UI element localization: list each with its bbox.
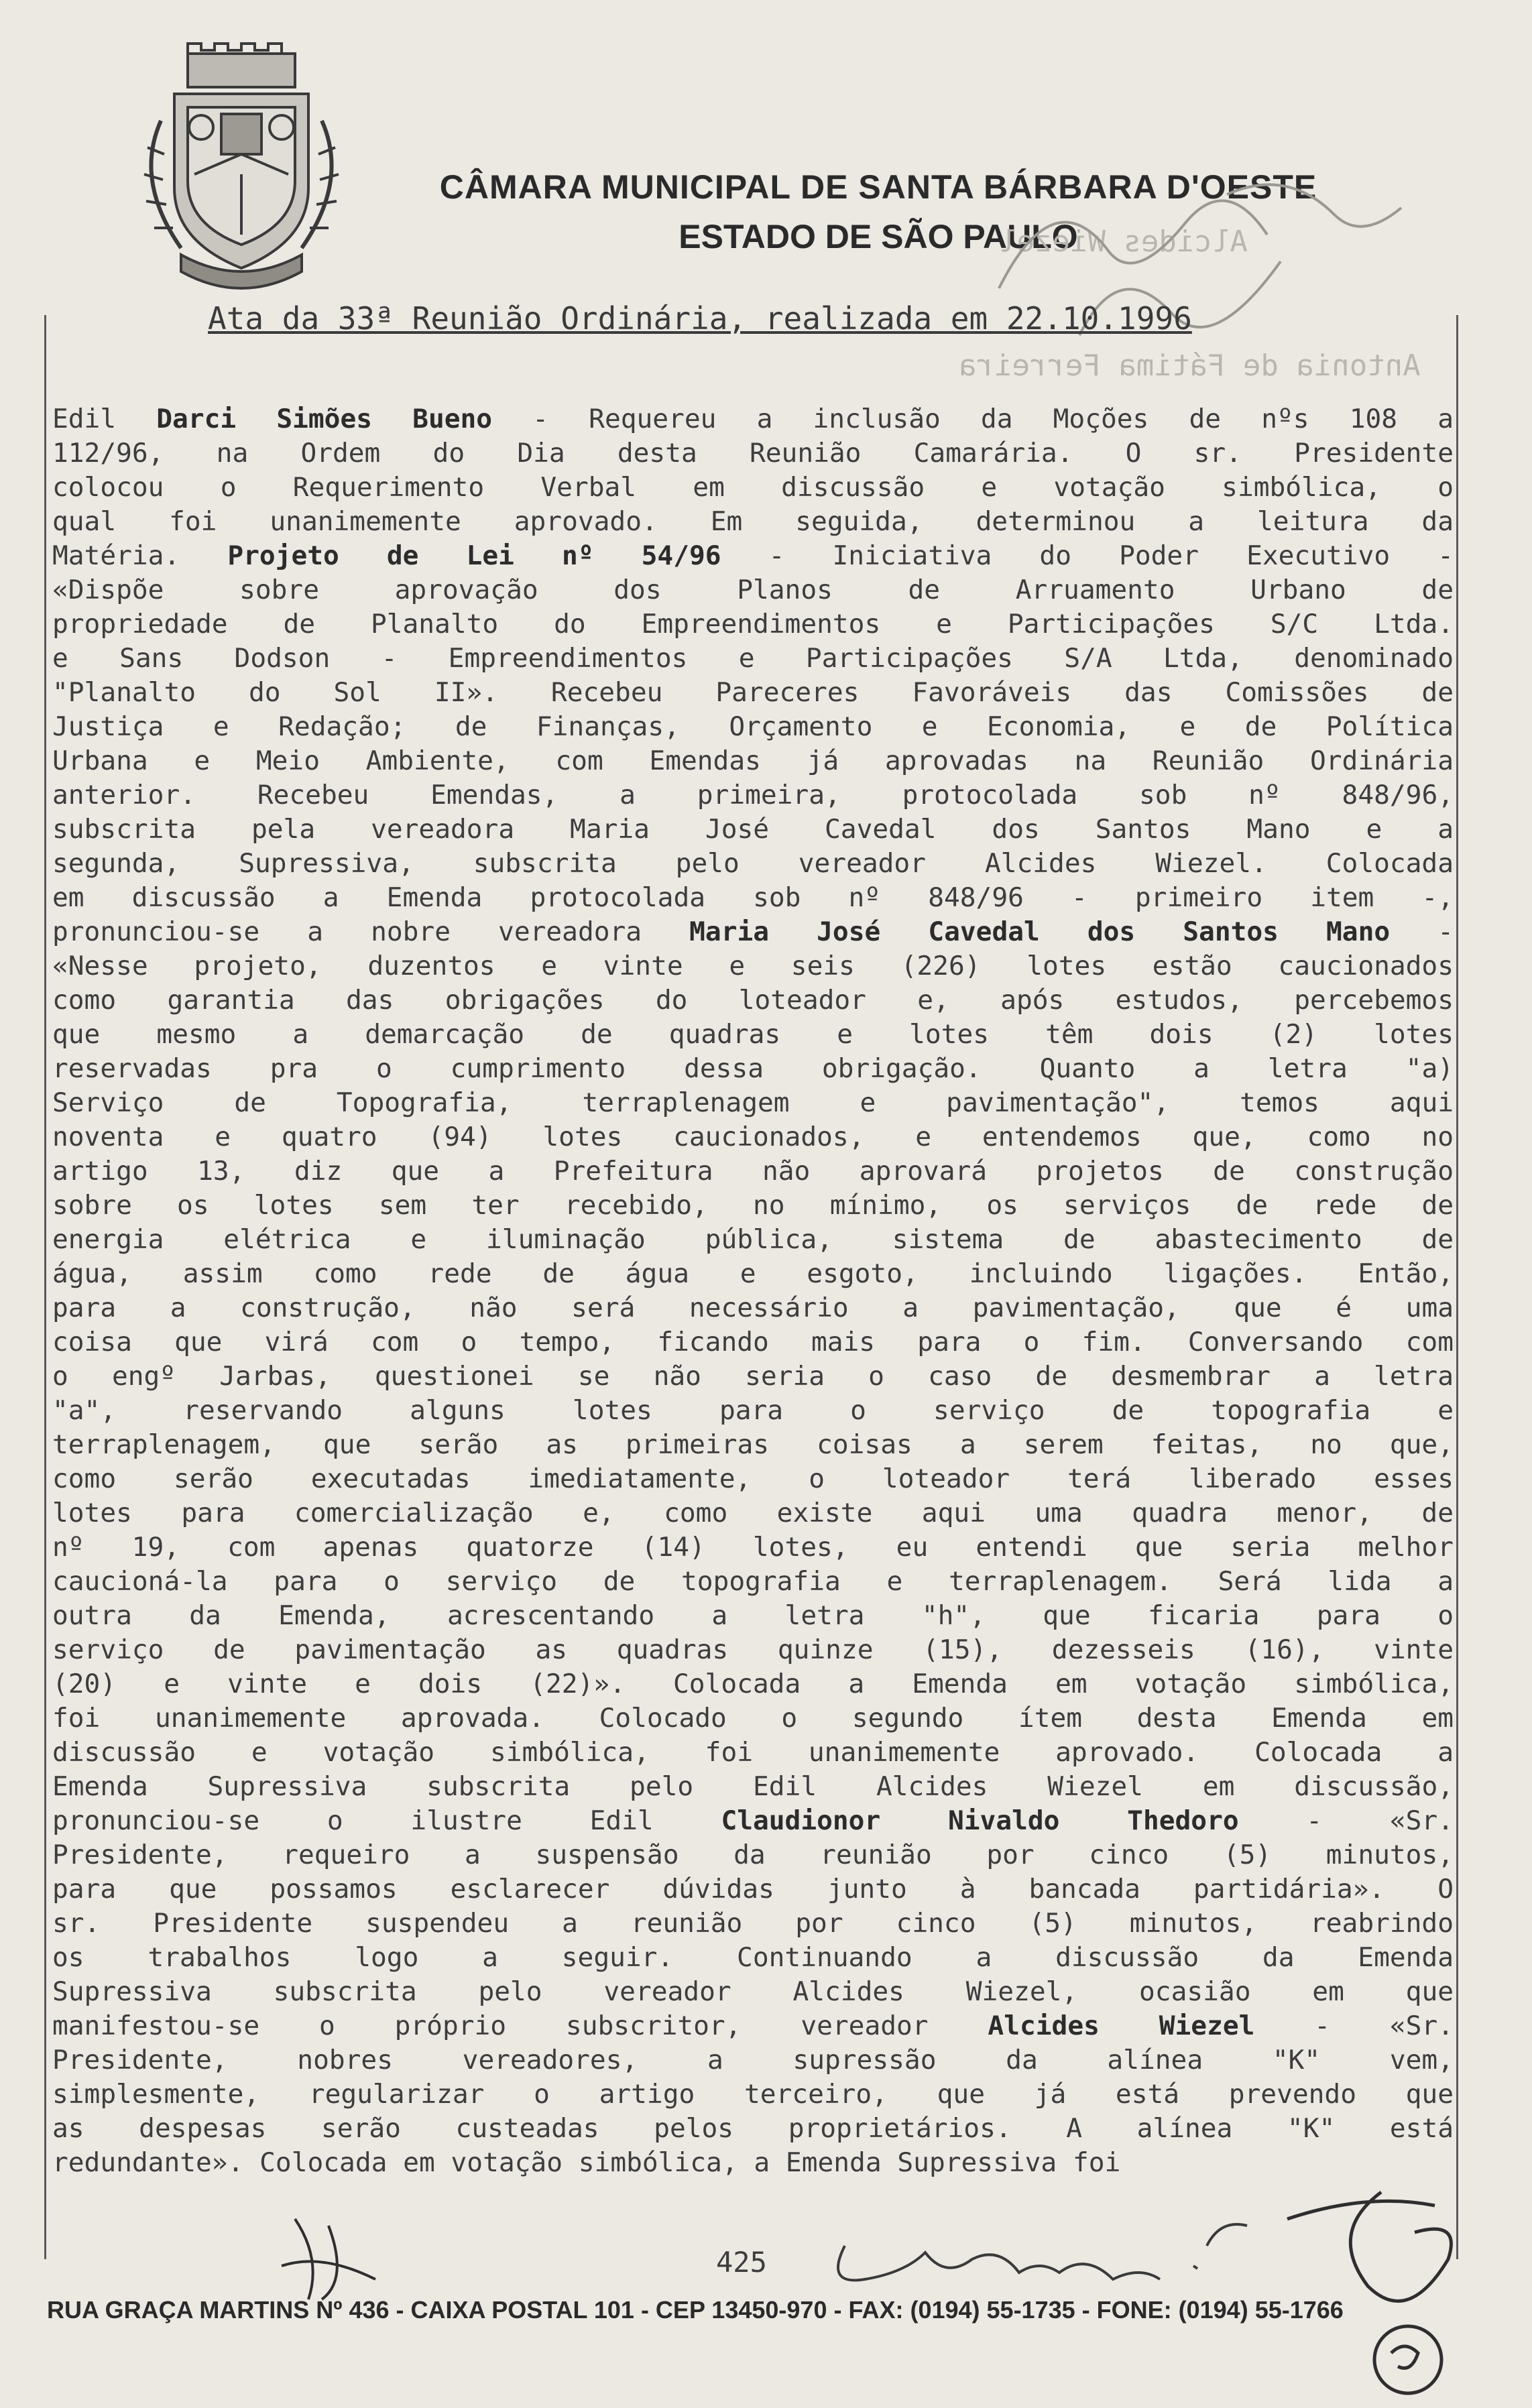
text-line: [52, 778, 1454, 812]
text-line: [52, 710, 1454, 744]
text-line: [52, 402, 1454, 436]
text-run: as despesas serão custeadas pelos proprietários. A alínea "K" está: [52, 2113, 1454, 2144]
text-line: [52, 1872, 1454, 1907]
text-run: 112/96, na Ordem do Dia desta Reunião Camarária. O sr. Presidente: [52, 438, 1454, 469]
text-line: [52, 1907, 1454, 1941]
text-run: sr. Presidente suspendeu a reunião por cinco (5) minutos, reabrindo: [52, 1908, 1454, 1939]
text-line: [52, 539, 1454, 573]
text-run: anterior. Recebeu Emendas, a primeira, protocolada sob nº 848/96,: [52, 780, 1454, 810]
text-line: [52, 607, 1454, 642]
text-line: [52, 1189, 1454, 1223]
text-line: [52, 915, 1454, 949]
text-line: [52, 505, 1454, 539]
bleed-through-text: Antonia de Fátima Ferreira: [959, 349, 1421, 383]
text-line: [52, 436, 1454, 471]
text-run: "Planalto do Sol II». Recebeu Pareceres Favoráveis das Comissões de: [52, 677, 1454, 708]
text-line: [52, 847, 1454, 881]
text-line: [52, 1599, 1454, 1633]
margin-rule-right: [1456, 315, 1458, 2259]
text-line: [52, 1496, 1454, 1530]
text-line: [52, 2009, 1454, 2043]
speaker-name: Alcides Wiezel: [988, 2010, 1255, 2041]
text-run: sobre os lotes sem ter recebido, no mínimo, os serviços de rede de: [52, 1190, 1454, 1221]
text-line: [52, 1804, 1454, 1838]
text-run: coisa que virá com o tempo, ficando mais para o fim. Conversando com: [52, 1327, 1454, 1358]
text-run: Edil: [52, 404, 157, 434]
signature-mark: [818, 2206, 1287, 2299]
letterhead-footer: RUA GRAÇA MARTINS Nº 436 - CAIXA POSTAL 101 - CEP 13450-970 - FAX: (0194) 55-1735 - FONE: (0194) 55-1766: [47, 2296, 1344, 2324]
text-line: [52, 744, 1454, 778]
text-run: outra da Emenda, acrescentando a letra "h", que ficaria para o: [52, 1600, 1454, 1631]
text-line: [52, 1701, 1454, 1736]
text-run: redundante». Colocada em votação simbólica, a Emenda Supressiva foi: [52, 2147, 1121, 2178]
text-line: [52, 2112, 1454, 2146]
text-line: [52, 1086, 1454, 1120]
text-run: serviço de pavimentação as quadras quinze (15), dezesseis (16), vinte: [52, 1634, 1454, 1665]
text-line: [52, 1325, 1454, 1360]
institution-name: CÂMARA MUNICIPAL DE SANTA BÁRBARA D'OESTE: [439, 168, 1317, 206]
text-line: [52, 1018, 1454, 1052]
text-run: Emenda Supressiva subscrita pelo Edil Alcides Wiezel em discussão,: [52, 1771, 1454, 1802]
text-line: [52, 1633, 1454, 1667]
text-run: Serviço de Topografia, terraplenagem e pavimentação", temos aqui: [52, 1087, 1454, 1118]
text-line: [52, 1975, 1454, 2009]
text-line: [52, 676, 1454, 710]
speaker-name: Claudionor Nivaldo Thedoro: [721, 1805, 1239, 1836]
text-run: foi unanimemente aprovada. Colocado o segundo ítem desta Emenda em: [52, 1703, 1454, 1734]
signature-mark: [268, 2192, 402, 2313]
text-run: caucioná-la para o serviço de topografia e terraplenagem. Será lida a: [52, 1566, 1454, 1597]
text-line: [52, 1565, 1454, 1599]
text-run: o engº Jarbas, questionei se não seria o caso de desmembrar a letra: [52, 1361, 1454, 1392]
text-line: [52, 1941, 1454, 1975]
text-run: Justiça e Redação; de Finanças, Orçamento e Economia, e de Política: [52, 711, 1454, 742]
text-line: [52, 949, 1454, 983]
text-run: (20) e vinte e dois (22)». Colocada a Emenda em votação simbólica,: [52, 1669, 1454, 1699]
text-line: [52, 471, 1454, 505]
text-run: subscrita pela vereadora Maria José Cavedal dos Santos Mano e a: [52, 814, 1454, 845]
text-run: e Sans Dodson - Empreendimentos e Participações S/A Ltda, denominado: [52, 643, 1454, 674]
text-run: que mesmo a demarcação de quadras e lotes têm dois (2) lotes: [52, 1019, 1454, 1050]
text-line: [52, 1052, 1454, 1086]
text-run: em discussão a Emenda protocolada sob nº 848/96 - primeiro item -,: [52, 882, 1454, 913]
text-line: [52, 2043, 1454, 2078]
bleed-through-text: Alcides Wiezel: [999, 225, 1248, 259]
text-run: Presidente, nobres vereadores, a supressão da alínea "K" vem,: [52, 2045, 1454, 2075]
text-line: [52, 1770, 1454, 1804]
text-line: [52, 1530, 1454, 1565]
text-run: manifestou-se o próprio subscritor, vereador: [52, 2010, 988, 2041]
text-line: [52, 642, 1454, 676]
text-run: qual foi unanimemente aprovado. Em seguida, determinou a leitura da: [52, 506, 1454, 537]
text-line: [52, 1223, 1454, 1257]
text-line: [52, 1257, 1454, 1291]
text-line: [52, 1736, 1454, 1770]
text-line: [52, 1838, 1454, 1872]
text-run: nº 19, com apenas quatorze (14) lotes, eu entendi que seria melhor: [52, 1532, 1454, 1563]
text-line: [52, 881, 1454, 915]
document-title: Ata da 33ª Reunião Ordinária, realizada em 22.10.1996: [208, 300, 1192, 337]
text-line: [52, 1428, 1454, 1462]
text-run: Urbana e Meio Ambiente, com Emendas já aprovadas na Reunião Ordinária: [52, 745, 1454, 776]
text-run: discussão e votação simbólica, foi unanimemente aprovado. Colocada a: [52, 1737, 1454, 1768]
signature-mark: [1274, 2179, 1488, 2407]
text-line: [52, 812, 1454, 847]
speaker-name: Maria José Cavedal dos Santos Mano: [689, 916, 1391, 947]
text-run: - «Sr.: [1254, 2010, 1454, 2041]
text-run: como serão executadas imediatamente, o loteador terá liberado esses: [52, 1463, 1454, 1494]
text-run: energia elétrica e iluminação pública, sistema de abastecimento de: [52, 1224, 1454, 1255]
text-run: - Iniciativa do Poder Executivo -: [721, 540, 1454, 571]
text-run: colocou o Requerimento Verbal em discussão e votação simbólica, o: [52, 472, 1454, 503]
text-line: [52, 573, 1454, 607]
text-run: «Nesse projeto, duzentos e vinte e seis (226) lotes estão caucionados: [52, 951, 1454, 981]
text-run: para que possamos esclarecer dúvidas junto à bancada partidária». O: [52, 1874, 1454, 1905]
text-run: -: [1390, 916, 1454, 947]
text-run: Presidente, requeiro a suspensão da reunião por cinco (5) minutos,: [52, 1840, 1454, 1870]
text-run: Matéria.: [52, 540, 228, 571]
text-line: [52, 1291, 1454, 1325]
margin-rule-left: [44, 315, 46, 2259]
text-line: [52, 1667, 1454, 1701]
text-run: propriedade de Planalto do Empreendimentos e Participações S/C Ltda.: [52, 609, 1454, 640]
text-run: - Requereu a inclusão da Moções de nºs 108 a: [492, 404, 1454, 434]
text-run: "a", reservando alguns lotes para o serviço de topografia e: [52, 1395, 1454, 1426]
text-run: «Dispõe sobre aprovação dos Planos de Arruamento Urbano de: [52, 575, 1454, 605]
text-line: [52, 1462, 1454, 1496]
state-name: ESTADO DE SÃO PAULO: [679, 218, 1078, 255]
speaker-name: Darci Simões Bueno: [156, 404, 493, 434]
text-run: lotes para comercialização e, como existe aqui uma quadra menor, de: [52, 1498, 1454, 1528]
text-line: [52, 2146, 1454, 2180]
text-run: para a construção, não será necessário a pavimentação, que é uma: [52, 1292, 1454, 1323]
text-run: noventa e quatro (94) lotes caucionados, e entendemos que, como no: [52, 1122, 1454, 1152]
text-run: terraplenagem, que serão as primeiras coisas a serem feitas, no que,: [52, 1429, 1454, 1460]
text-line: [52, 2078, 1454, 2112]
text-run: reservadas pra o cumprimento dessa obrigação. Quanto a letra "a): [52, 1053, 1454, 1084]
text-line: [52, 983, 1454, 1018]
coat-of-arms-icon: [121, 40, 362, 295]
text-run: os trabalhos logo a seguir. Continuando a discussão da Emenda: [52, 1942, 1454, 1973]
speaker-name: Projeto de Lei nº 54/96: [227, 540, 721, 571]
text-run: - «Sr.: [1238, 1805, 1454, 1836]
text-run: pronunciou-se a nobre vereadora: [52, 916, 690, 947]
page-number: 425: [716, 2246, 767, 2279]
signature-mark: [972, 154, 1428, 375]
text-run: Supressiva subscrita pelo vereador Alcides Wiezel, ocasião em que: [52, 1976, 1454, 2007]
text-run: segunda, Supressiva, subscrita pelo vereador Alcides Wiezel. Colocada: [52, 848, 1454, 879]
text-run: água, assim como rede de água e esgoto, incluindo ligações. Então,: [52, 1258, 1454, 1289]
text-run: artigo 13, diz que a Prefeitura não aprovará projetos de construção: [52, 1156, 1454, 1187]
text-line: [52, 1120, 1454, 1154]
text-line: [52, 1360, 1454, 1394]
text-line: [52, 1154, 1454, 1189]
minutes-body: [52, 402, 1454, 2180]
text-run: como garantia das obrigações do loteador e, após estudos, percebemos: [52, 985, 1454, 1016]
text-run: simplesmente, regularizar o artigo terceiro, que já está prevendo que: [52, 2079, 1454, 2110]
text-line: [52, 1394, 1454, 1428]
text-run: pronunciou-se o ilustre Edil: [52, 1805, 721, 1836]
